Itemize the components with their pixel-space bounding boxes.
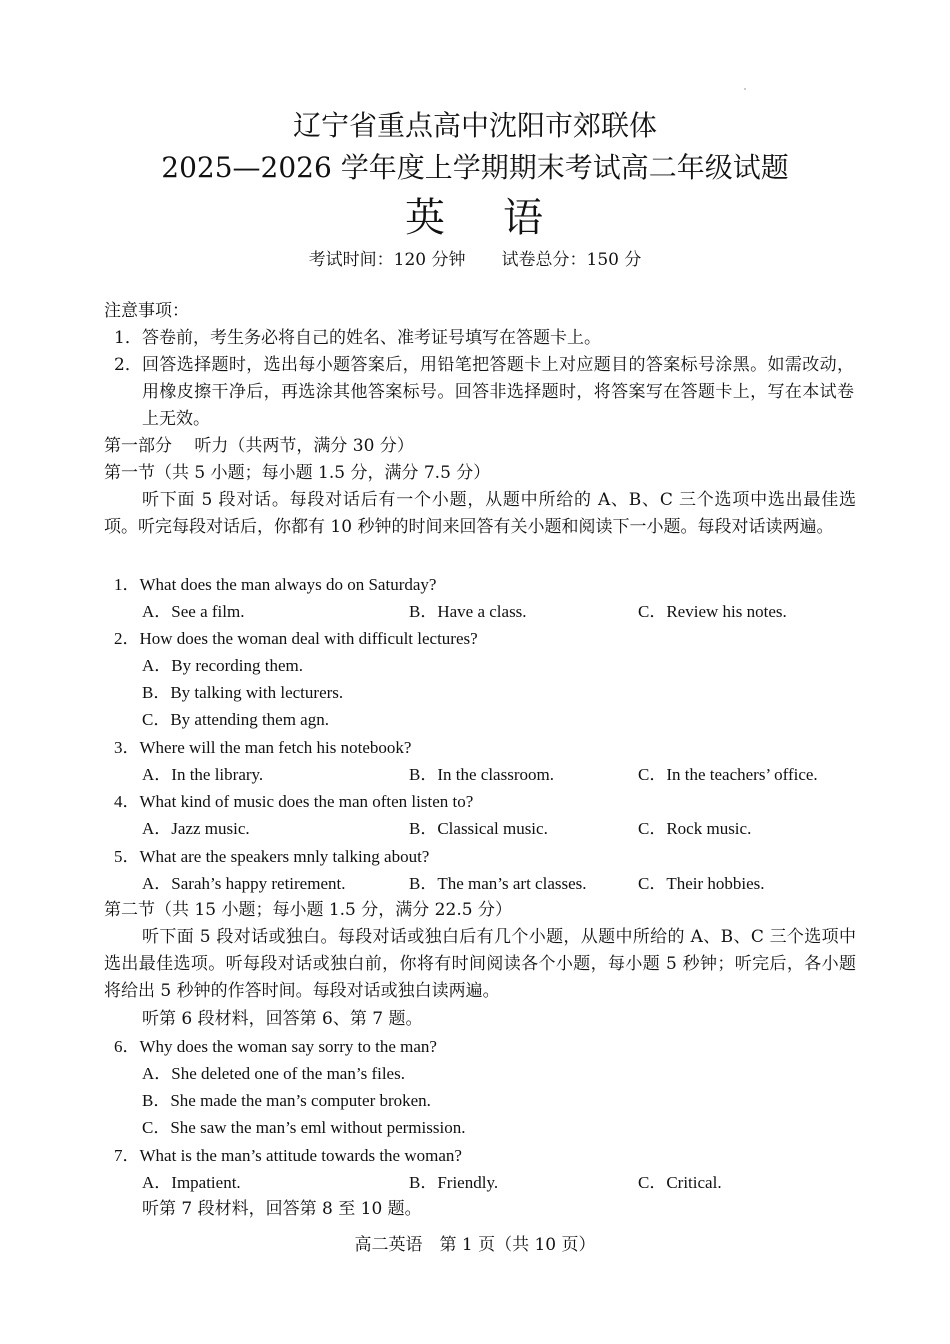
option-c: C．By attending them agn.	[142, 710, 329, 729]
exam-title-line1: 辽宁省重点高中沈阳市郊联体	[292, 109, 657, 142]
option-c: C．In the teachers’ office.	[638, 765, 818, 784]
question-text: What is the man’s attitude towards the woman?	[139, 1146, 462, 1165]
question-1	[114, 571, 436, 598]
question-number: 6．	[114, 1037, 140, 1056]
question-number: 3．	[114, 738, 140, 757]
exam-time: 考试时间：120 分钟	[308, 250, 466, 270]
subject-char-1: 英	[405, 195, 447, 241]
option-a: A．Sarah’s happy retirement.	[142, 874, 346, 893]
question-5	[114, 843, 429, 870]
question-number: 2．	[114, 629, 140, 648]
question-text: What kind of music does the man often listen to?	[139, 792, 474, 811]
option-b: B．The man’s art classes.	[409, 874, 587, 893]
option-a: A．Impatient.	[142, 1173, 241, 1192]
subject-title	[0, 186, 950, 243]
question-4	[114, 788, 473, 815]
option-b: B．Have a class.	[409, 602, 527, 621]
question-number: 7．	[114, 1146, 140, 1165]
option-a: A．In the library.	[142, 765, 264, 784]
option-a: A．See a film.	[142, 602, 245, 621]
notice-item-number: 1．	[114, 328, 142, 348]
question-3	[114, 734, 411, 761]
question-2	[114, 625, 478, 652]
notice-item	[114, 352, 854, 433]
option-a: A．By recording them.	[142, 656, 303, 675]
option-a: A．She deleted one of the man’s files.	[142, 1064, 405, 1083]
material-6-instruction: 听第 6 段材料，回答第 6、第 7 题。	[142, 1009, 423, 1029]
option-b: B．She made the man’s computer broken.	[142, 1091, 431, 1110]
notice-item	[114, 325, 854, 352]
option-c: C．She saw the man’s eml without permission.	[142, 1118, 466, 1137]
option-b: B．Friendly.	[409, 1173, 499, 1192]
question-number: 4．	[114, 792, 140, 811]
exam-info	[0, 245, 950, 270]
exam-title-line2: 2025—2026 学年度上学期期末考试高二年级试题	[161, 151, 789, 184]
question-text: What are the speakers mnly talking about?	[139, 847, 430, 866]
option-a: A．Jazz music.	[142, 819, 250, 838]
section1-heading: 第一节（共 5 小题；每小题 1.5 分，满分 7.5 分）	[104, 463, 491, 483]
scan-speck	[744, 88, 746, 90]
notice-item-number: 2．	[114, 355, 142, 375]
question-6	[114, 1033, 437, 1060]
question-number: 1．	[114, 575, 140, 594]
question-7	[114, 1142, 462, 1169]
material-7-instruction: 听第 7 段材料，回答第 8 至 10 题。	[142, 1199, 422, 1219]
option-b: B．By talking with lecturers.	[142, 683, 344, 702]
notice-item-text: 答卷前，考生务必将自己的姓名、准考证号填写在答题卡上。	[142, 328, 601, 348]
question-number: 5．	[114, 847, 140, 866]
notice-heading: 注意事项：	[104, 301, 189, 321]
option-c: C．Rock music.	[638, 819, 752, 838]
part1-heading: 第一部分 听力（共两节，满分 30 分）	[104, 436, 414, 456]
section2-instructions: 听下面 5 段对话或独白。每段对话或独白后有几个小题，从题中所给的 A、B、C 三个选项中选出最佳选项。听每段对话或独白前，你将有时间阅读各个小题，每小题 5 秒钟；听完后，各小题将给出 5 秒钟的作答时间。每段对话或独白读两遍。	[104, 927, 856, 1001]
question-text: Where will the man fetch his notebook?	[139, 738, 412, 757]
option-b: B．Classical music.	[409, 819, 548, 838]
notice-item-text: 回答选择题时，选出每小题答案后，用铅笔把答题卡上对应题目的答案标号涂黑。如需改动，用橡皮擦干净后，再选涂其他答案标号。回答非选择题时，将答案写在答题卡上，写在本试卷上无效。	[142, 355, 854, 429]
total-score: 试卷总分：150 分	[501, 250, 642, 270]
option-b: B．In the classroom.	[409, 765, 554, 784]
section1-instructions: 听下面 5 段对话。每段对话后有一个小题，从题中所给的 A、B、C 三个选项中选出最佳选项。听完每段对话后，你都有 10 秒钟的时间来回答有关小题和阅读下一小题。每段对话读两遍。	[104, 490, 856, 537]
question-text: How does the woman deal with difficult lectures?	[139, 629, 478, 648]
option-c: C．Critical.	[638, 1173, 722, 1192]
option-c: C．Their hobbies.	[638, 874, 765, 893]
question-text: Why does the woman say sorry to the man?	[139, 1037, 437, 1056]
page-footer: 高二英语 第 1 页（共 10 页）	[354, 1235, 596, 1255]
question-text: What does the man always do on Saturday?	[139, 575, 437, 594]
section2-heading: 第二节（共 15 小题；每小题 1.5 分，满分 22.5 分）	[104, 900, 512, 920]
option-c: C．Review his notes.	[638, 602, 787, 621]
subject-char-2: 语	[503, 195, 545, 241]
